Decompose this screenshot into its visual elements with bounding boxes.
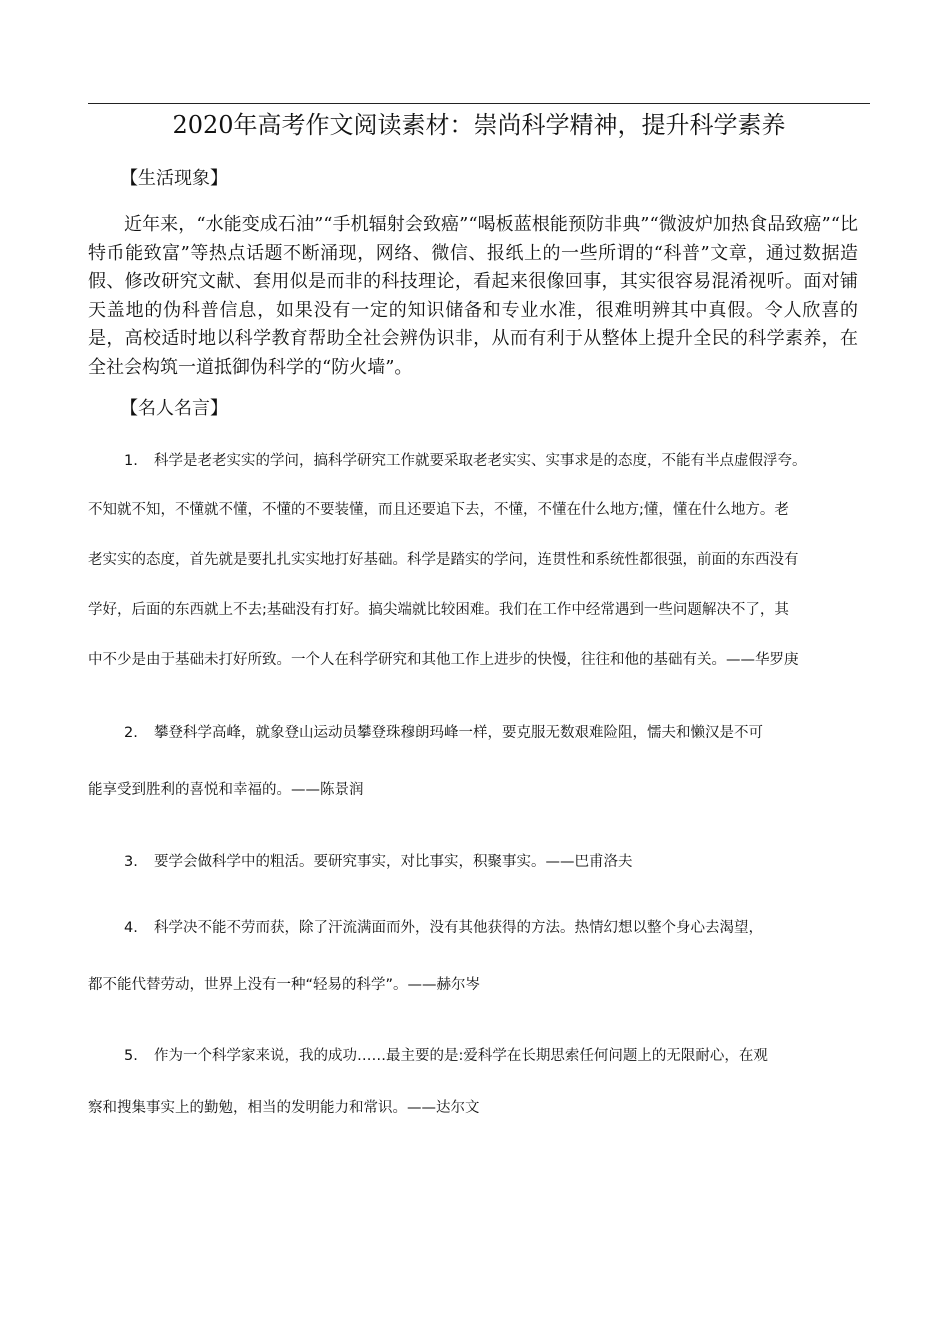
quote-1-line: 不知就不知，不懂就不懂，不懂的不要装懂，而且还要追下去，不懂，不懂在什么地方;懂，懂在什么地方。老 xyxy=(88,502,789,518)
quote-text: 作为一个科学家来说，我的成功……最主要的是:爱科学在长期思索任何问题上的无限耐心，在观 xyxy=(154,1048,768,1064)
quote-2-line: 能享受到胜利的喜悦和幸福的。——陈景润 xyxy=(88,782,364,798)
quote-text: 科学决不能不劳而获，除了汗流满面而外，没有其他获得的方法。热情幻想以整个身心去渴望， xyxy=(154,920,763,936)
intro-line: 实很容易混淆视听。面对铺天盖地的伪科普信息，如果没有一定的知识储备和专业水准，很 xyxy=(88,271,859,321)
quote-number: 3. xyxy=(124,854,138,870)
intro-line: 难明辨其中真假。令人欣喜的是，高校适时地以科学教育帮助全社会辨伪识非，从而有利于 xyxy=(88,299,859,350)
intro-paragraph xyxy=(88,211,858,383)
quote-1-line: 中不少是由于基础未打好所致。一个人在科学研究和其他工作上进步的快慢，往往和他的基础有关。——华罗庚 xyxy=(88,652,799,668)
quote-text: 要学会做科学中的粗活。要研究事实，对比事实，积聚事实。——巴甫洛夫 xyxy=(154,854,633,870)
quote-1-line: 老实实的态度，首先就是要扎扎实实地打好基础。科学是踏实的学问，连贯性和系统性都很强，前面的东西没有 xyxy=(88,552,799,568)
quote-4-line: 都不能代替劳动，世界上没有一种“轻易的科学”。——赫尔岑 xyxy=(88,977,481,993)
quote-number: 5. xyxy=(124,1048,138,1064)
intro-line: 从整体上提升全民的科学素养，在全社会构筑一道抵御伪科学的“防火墙”。 xyxy=(88,328,858,378)
quote-number: 4. xyxy=(124,920,138,936)
section-heading-quotes: 【名人名言】 xyxy=(120,398,228,419)
quote-number: 1. xyxy=(124,453,138,469)
intro-line: 近年来，“水能变成石油”“手机辐射会致癌”“喝板蓝根能预防非典”“微波炉加热 xyxy=(124,214,750,235)
page-title: 2020年高考作文阅读素材：崇尚科学精神，提升科学素养 xyxy=(172,111,786,139)
quote-text: 科学是老老实实的学问，搞科学研究工作就要采取老老实实、实事求是的态度，不能有半点虚假浮夸。 xyxy=(154,453,807,469)
intro-line: 食品致癌”“比特币能致富”等热点话题不断涌现，网络、微信、报纸上的一些所谓的“科 xyxy=(88,214,858,264)
header-rule xyxy=(88,103,870,104)
quote-5-line: 察和搜集事实上的勤勉，相当的发明能力和常识。——达尔文 xyxy=(88,1100,480,1116)
quote-number: 2. xyxy=(124,725,138,741)
quote-5-line xyxy=(88,1046,878,1066)
quote-text: 攀登科学高峰，就象登山运动员攀登珠穆朗玛峰一样，要克服无数艰难险阻，懦夫和懒汉是不可 xyxy=(154,725,763,741)
quote-3-line xyxy=(88,852,878,872)
section-heading-phenomenon: 【生活现象】 xyxy=(120,168,228,189)
quote-1-line: 学好，后面的东西就上不去;基础没有打好。搞尖端就比较困难。我们在工作中经常遇到一些问题解决不了，其 xyxy=(88,602,789,618)
intro-line: 普”文章，通过数据造假、修改研究文献、套用似是而非的科技理论，看起来很像回事，其 xyxy=(88,242,858,293)
quote-1-line xyxy=(88,451,878,471)
quote-2-line xyxy=(88,723,878,743)
quote-4-line xyxy=(88,918,878,938)
